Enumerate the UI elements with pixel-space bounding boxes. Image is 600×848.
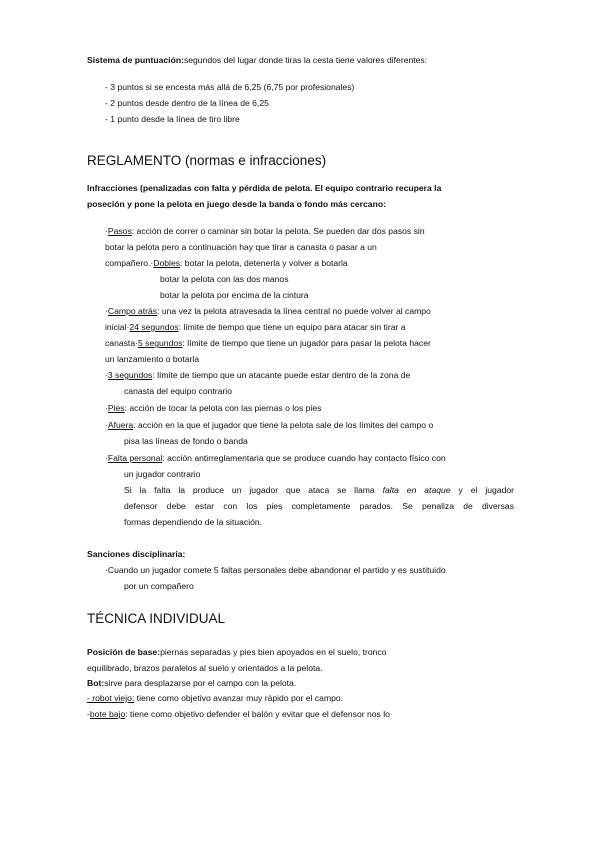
robot-viejo-line [87,690,343,706]
afuera-line-2: pisa las líneas de fondo o banda [124,436,248,446]
pasos-desc-1: : acción de correr o caminar sin botar la pelota. Se pueden dar dos pasos sin [131,226,425,236]
bote-bajo-line [87,706,390,722]
pies-desc: : acción de tocar la pelota con las piernas o los pies [124,403,322,413]
segundos-3-line-1 [105,367,410,383]
bullet: · [105,565,108,575]
pies-term: Pies [107,403,125,413]
falta-formas-line: formas dependiendo de la situación. [124,517,263,527]
segundos-3-line-2: canasta del equipo contrario [124,386,232,396]
segundos-24-desc: : límite de tiempo que tiene un equipo para atacar sin tirar a [178,322,406,332]
infracciones-intro-1: Infracciones (penalizadas con falta y pérdida de pelota. El equipo contrario recupera la [87,183,442,193]
bot-line [87,675,296,691]
falta-ataque-line [124,482,514,498]
segundos-5-desc: : límite de tiempo que tiene un jugador para pasar la pelota hacer [182,338,431,348]
posicion-desc: piernas separadas y pies bien apoyados en el suelo, tronco [160,647,387,657]
dobles-line-2: botar la pelota con las dos manos [160,274,289,284]
falta-line-2: un jugador contrario [124,469,201,479]
afuera-desc: : acción en la que el jugador que tiene la pelota sale de los límites del campo o [133,420,434,430]
sanciones-line-1 [105,562,446,578]
falta-en-ataque-term: falta en ataque [382,485,451,495]
sanciones-title: Sanciones disciplinaria: [87,549,186,559]
bote-bajo-term: bote bajo [89,709,126,719]
segundos-5-line [105,335,431,351]
tecnica-heading: TÉCNICA INDIVIDUAL [87,611,226,626]
puntuacion-item-3: - 1 punto desde la línea de tiro libre [105,114,240,124]
puntuacion-item-2: - 2 puntos desde dentro de la línea de 6,25 [105,98,269,108]
bullet: · [105,420,108,430]
falta-ataque-text-1: Si la falta la produce un jugador que ataca se llama [124,485,383,495]
segundos-24-desc-2: canasta [105,338,136,348]
bot-desc: sirve para desplazarse por el campo con la pelota. [104,678,297,688]
puntuacion-desc: segundos del lugar donde tiras la cesta tiene valores diferentes: [183,55,428,65]
pasos-line-1 [105,223,425,239]
robot-viejo-desc: tiene como objetivo avanzar muy rápido por el campo. [134,693,344,703]
bullet: · [105,403,108,413]
puntuacion-item-1: - 3 puntos si se encesta más allá de 6,25 (6,75 por profesionales) [105,82,355,92]
campo-atras-desc: : una vez la pelota atravesada la línea central no puede volver al campo [157,306,431,316]
falta-personal-term: Falta personal [107,453,163,463]
pies-line [105,400,321,416]
infracciones-intro-2: poseción y pone la pelota en juego desde la banda o fondo más cercano: [87,199,386,209]
robot-viejo-term: - robot viejo: [87,693,135,703]
sanciones-desc: Cuando un jugador comete 5 faltas personales debe abandonar el partido y es sustituido [107,565,446,575]
falta-ataque-text-2: y el jugador [450,485,514,495]
bullet: · [105,370,108,380]
afuera-term: Afuera [107,420,134,430]
reglamento-heading: REGLAMENTO (normas e infracciones) [87,153,327,168]
posicion-title: Posición de base: [87,647,161,657]
pasos-term: Pasos [107,226,132,236]
segundos-5-line-2: un lanzamiento o botarla [105,354,200,364]
falta-desc: : acción antirreglamentaria que se produce cuando hay contacto físico con [162,453,446,463]
posicion-line-1 [87,644,387,660]
bullet: · [150,258,154,268]
sanciones-line-2: por un compañero [124,581,194,591]
bote-bajo-desc: : tiene como objetivo defender el balón y evitar que el defensor nos lo [125,709,390,719]
dobles-desc-1: : botar la pelota, detenerla y volver a botarla [180,258,348,268]
falta-defensor-line: defensor debe estar con los pies completamente parados. Se penaliza de diversas [124,501,514,511]
segundos-3-term: 3 segundos [107,370,153,380]
dobles-line-3: botar la pelota por encima de la cintura [160,290,309,300]
puntuacion-title: Sistema de puntuación: [87,55,184,65]
bullet: · [105,306,108,316]
posicion-line-2: equilibrado, brazos paralelos al suelo y orientados a la pelota. [87,663,323,673]
segundos-5-term: 5 segundos [137,338,183,348]
segundos-24-term: 24 segundos [129,322,179,332]
campo-atras-line-1 [105,303,431,319]
campo-atras-desc-2: inicial [105,322,127,332]
segundos-3-desc: : límite de tiempo que un atacante puede estar dentro de la zona de [152,370,411,380]
campo-atras-term: Campo atrás [107,306,158,316]
puntuacion-line [87,52,427,68]
segundos-24-line [105,319,406,335]
afuera-line-1 [105,417,433,433]
bullet: · [105,226,108,236]
pasos-dobles-line [105,255,348,271]
bot-title: Bot: [87,678,105,688]
bullet: · [105,453,108,463]
pasos-line-2: botar la pelota pero a continuación hay que tirar a canasta o pasar a un [105,242,377,252]
bullet: · [135,338,138,348]
dobles-term: Dobles [153,258,181,268]
pasos-desc-3: compañero. [105,258,151,268]
falta-line-1 [105,450,446,466]
bullet: · [126,322,130,332]
bote-bajo-prefix: - [87,709,90,719]
